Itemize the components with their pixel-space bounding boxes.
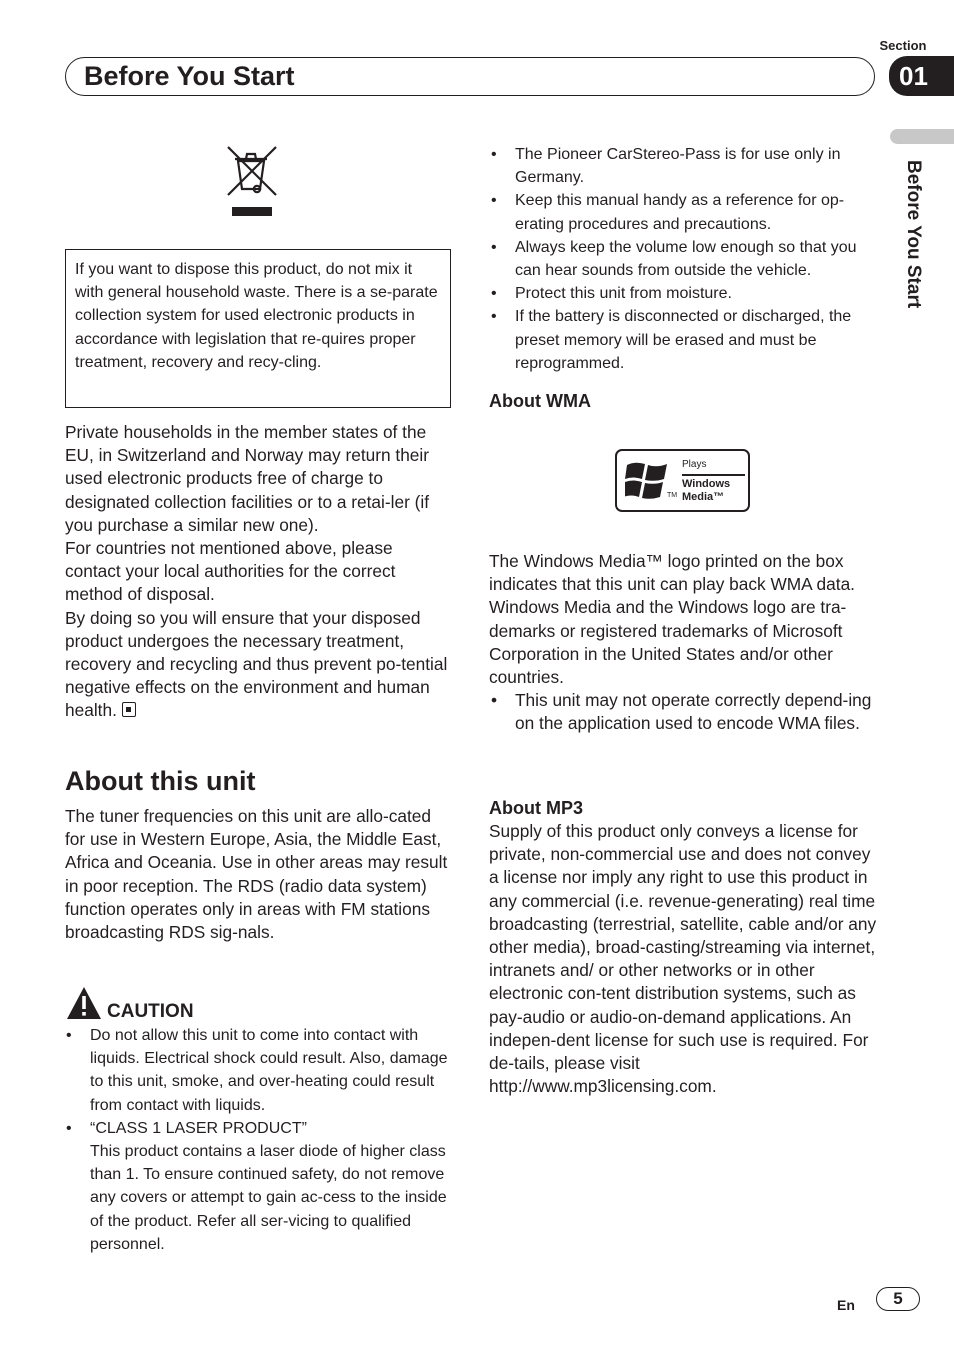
disposal-paragraph bbox=[65, 607, 453, 723]
side-tab bbox=[898, 160, 928, 360]
note-item: • Keep this manual handy as a reference for op-erating procedures and precautions. bbox=[489, 189, 879, 235]
side-tab-marker bbox=[890, 129, 954, 144]
windows-flag-icon bbox=[625, 459, 669, 501]
warning-triangle-icon bbox=[66, 986, 102, 1025]
logo-media: Media™ bbox=[682, 491, 725, 503]
wma-paragraph: Windows Media and the Windows logo are tra-demarks or registered trademarks of Microsoft Corporation in the United States and/or other countries. bbox=[489, 597, 847, 688]
caution-heading: CAUTION bbox=[107, 1001, 194, 1022]
wma-paragraph: The Windows Media™ logo printed on the box indicates that this unit can play back WMA data. bbox=[489, 551, 855, 595]
windows-media-logo bbox=[615, 449, 750, 512]
caution-item-detail: This product contains a laser diode of higher class than 1. To ensure continued safety, do not remove any covers or attempt to gain ac-cess to the inside of the product. Refer all ser-vicing to qualified personnel. bbox=[90, 1143, 447, 1253]
about-unit-heading: About this unit bbox=[65, 766, 256, 796]
logo-plays: Plays bbox=[682, 459, 707, 470]
about-unit-paragraph: The tuner frequencies on this unit are allo-cated for use in Western Europe, Asia, the Middle East, Africa and Oceania. Use in other areas may result in poor reception. The RDS (radio data system) function operates only in areas with FM stations broadcasting RDS sig-nals. bbox=[65, 806, 448, 943]
wma-note: • This unit may not operate correctly depend-ing on the application used to encode WMA files. bbox=[489, 689, 879, 735]
logo-windows: Windows bbox=[682, 478, 731, 490]
mp3-info bbox=[489, 820, 879, 1098]
crossed-out-wheelie-bin-icon bbox=[226, 145, 278, 222]
disposal-info bbox=[65, 421, 453, 723]
general-notes-list bbox=[489, 143, 879, 375]
language-code: En bbox=[837, 1297, 855, 1313]
note-item: • Protect this unit from moisture. bbox=[489, 282, 879, 305]
disposal-paragraph-text: By doing so you will ensure that your disposed product undergoes the necessary treatment, recovery and recycling and thus prevent po-tential negative effects on the environment and human health. bbox=[65, 607, 448, 721]
note-item: • The Pioneer CarStereo-Pass is for use only in Germany. bbox=[489, 143, 879, 189]
wma-info bbox=[489, 550, 879, 736]
mp3-licensing-link[interactable]: http://www.mp3licensing.com. bbox=[489, 1076, 717, 1097]
caution-item bbox=[64, 1117, 452, 1256]
caution-list bbox=[64, 1024, 452, 1256]
side-tab-label: Before You Start bbox=[903, 160, 924, 309]
logo-rule bbox=[682, 474, 745, 476]
note-item: • If the battery is disconnected or discharged, the preset memory will be erased and must be reprogrammed. bbox=[489, 305, 879, 375]
about-wma-heading: About WMA bbox=[489, 391, 591, 411]
disposal-paragraph: For countries not mentioned above, please contact your local authorities for the correct method of disposal. bbox=[65, 538, 396, 605]
page-title: Before You Start bbox=[84, 61, 295, 91]
logo-tm: TM bbox=[667, 492, 678, 499]
about-unit-text bbox=[65, 805, 450, 944]
end-mark-icon bbox=[122, 702, 136, 717]
about-mp3-heading: About MP3 bbox=[489, 798, 583, 818]
section-label: Section bbox=[879, 38, 927, 53]
disposal-notice-box bbox=[65, 249, 451, 408]
note-item: • Always keep the volume low enough so that you can hear sounds from outside the vehicle. bbox=[489, 236, 879, 282]
disposal-notice-text: If you want to dispose this product, do not mix it with general household waste. There is a se-parate collection system for used electronic products in accordance with legislation that re-quires proper treatment, recovery and recy-cling. bbox=[75, 261, 438, 371]
mp3-paragraph: Supply of this product only conveys a license for private, non-commercial use and does not convey a license nor imply any right to use this product in any commercial (i.e. revenue-generating) real time broadcasting (terrestrial, satellite, cable and/or any other media), broad-casting/streaming via internet, intranets and/ or other networks or in other electronic con-tent distribution systems, such as pay-audio or audio-on-demand applications. An indepen-dent license for such use is required. For de-tails, please visit bbox=[489, 821, 877, 1074]
page-number: 5 bbox=[876, 1287, 920, 1311]
section-number: 01 bbox=[889, 56, 954, 96]
caution-item-title: • “CLASS 1 LASER PRODUCT” bbox=[90, 1119, 307, 1137]
disposal-paragraph: Private households in the member states of the EU, in Switzerland and Norway may return their used electronic products free of charge to designated collection facilities or to a retai-ler (if you purchase a similar new one). bbox=[65, 422, 430, 535]
caution-item: • Do not allow this unit to come into contact with liquids. Electrical shock could result. Also, damage to this unit, smoke, and over-heating could result from contact with liquids. bbox=[64, 1024, 452, 1117]
